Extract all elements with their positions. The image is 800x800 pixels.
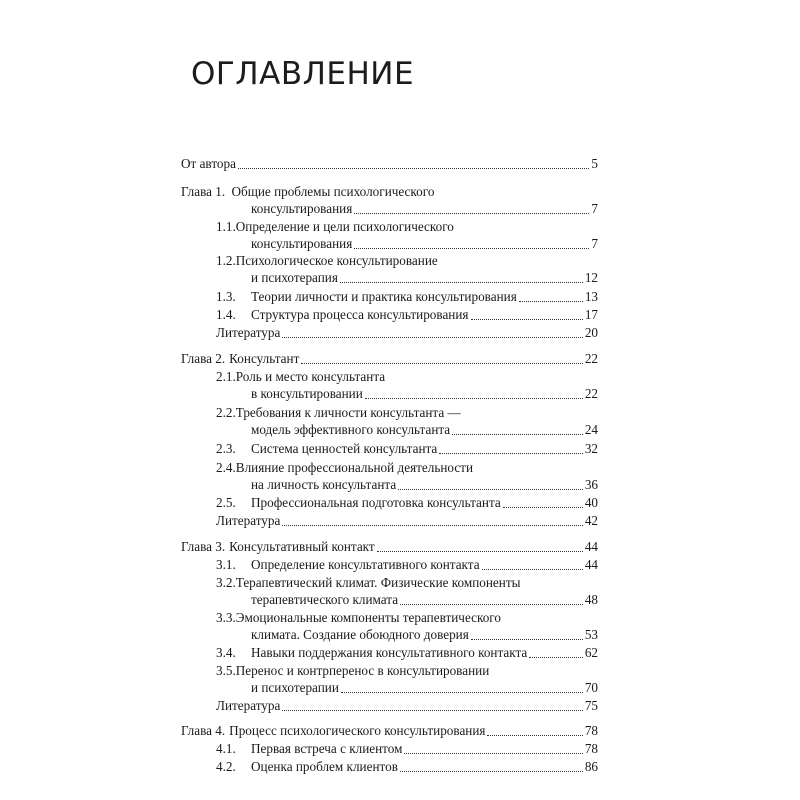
entry-label-line1: Эмоциональные компоненты терапевтического — [235, 610, 501, 625]
dot-leader — [519, 300, 583, 302]
toc-entry-3-5[interactable] — [216, 662, 489, 680]
toc-entry-ch1[interactable] — [181, 183, 434, 201]
entry-label: Процесс психологического консультирования — [229, 723, 486, 738]
toc-entry-2-4[interactable] — [216, 459, 473, 477]
entry-label: Литература — [216, 325, 281, 340]
toc-entry-2-1[interactable] — [216, 368, 385, 386]
page-number: 86 — [584, 759, 598, 774]
dot-leader — [439, 452, 583, 454]
page-number: 36 — [584, 477, 598, 492]
page-number: 42 — [584, 513, 598, 528]
toc-entry-3-1[interactable] — [216, 556, 598, 574]
dot-leader — [503, 506, 583, 508]
entry-label-line2: и психотерапии — [251, 680, 339, 695]
toc-entry-3-5-cont[interactable] — [251, 679, 598, 697]
entry-label-line2: в консультировании — [251, 386, 363, 401]
page-number: 44 — [584, 539, 598, 554]
page-number: 75 — [584, 698, 598, 713]
dot-leader — [238, 167, 589, 169]
entry-label: Теории личности и практика консультирования — [251, 289, 517, 304]
toc-entry-4-2[interactable] — [216, 758, 598, 776]
chapter-number: Глава 1. — [181, 184, 226, 199]
page-number: 22 — [584, 351, 598, 366]
section-number: 2.4. — [216, 460, 236, 475]
section-number: 3.1. — [216, 557, 236, 572]
section-number: 3.5. — [216, 663, 236, 678]
toc-entry-3-3-cont[interactable] — [251, 626, 598, 644]
toc-entry-2-2[interactable] — [216, 404, 461, 422]
section-number: 4.1. — [216, 741, 236, 756]
dot-leader — [282, 709, 582, 711]
dot-leader — [471, 318, 583, 320]
entry-label: Консультант — [229, 351, 300, 366]
chapter-number: Глава 2. — [181, 351, 226, 366]
toc-entry-2-4-cont[interactable] — [251, 476, 598, 494]
dot-leader — [282, 336, 582, 338]
entry-label-line1: Требования к личности консультанта — — [235, 405, 461, 420]
dot-leader — [404, 752, 582, 754]
page-number: 5 — [591, 156, 598, 171]
toc-entry-author[interactable] — [181, 155, 598, 173]
section-number: 4.2. — [216, 759, 236, 774]
page-number: 22 — [584, 386, 598, 401]
page-number: 48 — [584, 592, 598, 607]
dot-leader — [400, 603, 583, 605]
entry-label-line2: консультирования — [251, 201, 353, 216]
dot-leader — [529, 656, 583, 658]
section-number: 3.4. — [216, 645, 236, 660]
page-title: ОГЛАВЛЕНИЕ — [191, 56, 415, 92]
entry-label-line2: консультирования — [251, 236, 353, 251]
section-number: 1.1. — [216, 219, 236, 234]
dot-leader — [482, 568, 583, 570]
entry-label-line1: Психологическое консультирование — [235, 253, 438, 268]
entry-label-line1: Определение и цели психологического — [235, 219, 454, 234]
entry-label-line2: климата. Создание обоюдного доверия — [251, 627, 469, 642]
section-number: 2.5. — [216, 495, 236, 510]
dot-leader — [377, 550, 583, 552]
entry-label-line2: и психотерапия — [251, 270, 338, 285]
section-number: 2.1. — [216, 369, 236, 384]
entry-label: Литература — [216, 698, 281, 713]
entry-label-line2: на личность консультанта — [251, 477, 397, 492]
entry-label-line1: Общие проблемы психологического — [231, 184, 435, 199]
toc-entry-ch2[interactable] — [181, 350, 598, 368]
dot-leader — [301, 362, 582, 364]
page-number: 7 — [591, 236, 598, 251]
toc-entry-3-4[interactable] — [216, 644, 598, 662]
toc-entry-3-2-cont[interactable] — [251, 591, 598, 609]
page-number: 32 — [584, 441, 598, 456]
section-number: 1.2. — [216, 253, 236, 268]
entry-label-line2: терапевтического климата — [251, 592, 399, 607]
dot-leader — [341, 691, 583, 693]
toc-entry-literature-3[interactable] — [216, 697, 598, 715]
page-number: 53 — [584, 627, 598, 642]
page-number: 20 — [584, 325, 598, 340]
dot-leader — [340, 281, 583, 283]
toc-entry-1-1-cont[interactable] — [251, 235, 598, 253]
toc-entry-2-1-cont[interactable] — [251, 385, 598, 403]
toc-entry-ch3[interactable] — [181, 538, 598, 556]
entry-label: Навыки поддержания консультативного контакта — [251, 645, 528, 660]
page-number: 62 — [584, 645, 598, 660]
toc-entry-1-4[interactable] — [216, 306, 598, 324]
section-number: 1.3. — [216, 289, 236, 304]
entry-label: Определение консультативного контакта — [251, 557, 480, 572]
toc-entry-2-2-cont[interactable] — [251, 421, 598, 439]
page-number: 24 — [584, 422, 598, 437]
entry-label: Консультативный контакт — [229, 539, 375, 554]
dot-leader — [400, 770, 583, 772]
entry-label-line1: Перенос и контрперенос в консультировании — [235, 663, 490, 678]
chapter-number: Глава 4. — [181, 723, 226, 738]
toc-entry-4-1[interactable] — [216, 740, 598, 758]
toc-entry-ch1-cont[interactable] — [251, 200, 598, 218]
toc-entry-1-3[interactable] — [216, 288, 598, 306]
entry-label-line1: Влияние профессиональной деятельности — [235, 460, 473, 475]
dot-leader — [398, 488, 583, 490]
entry-label: Система ценностей консультанта — [251, 441, 438, 456]
toc-entry-literature-2[interactable] — [216, 512, 598, 530]
dot-leader — [365, 397, 583, 399]
dot-leader — [354, 247, 589, 249]
toc-entry-1-1[interactable] — [216, 218, 454, 236]
page-number: 17 — [584, 307, 598, 322]
page-number: 13 — [584, 289, 598, 304]
entry-label: От автора — [181, 156, 236, 171]
entry-label: Структура процесса консультирования — [251, 307, 469, 322]
chapter-number: Глава 3. — [181, 539, 226, 554]
page-number: 78 — [584, 723, 598, 738]
page-number: 70 — [584, 680, 598, 695]
dot-leader — [471, 638, 583, 640]
entry-label-line2: модель эффективного консультанта — [251, 422, 451, 437]
dot-leader — [452, 433, 583, 435]
toc-entry-1-2[interactable] — [216, 252, 438, 270]
dot-leader — [487, 734, 582, 736]
entry-label: Первая встреча с клиентом — [251, 741, 403, 756]
entry-label: Литература — [216, 513, 281, 528]
entry-label-line1: Терапевтический климат. Физические компоненты — [235, 575, 521, 590]
page-number: 40 — [584, 495, 598, 510]
dot-leader — [354, 212, 589, 214]
page-number: 12 — [584, 270, 598, 285]
section-number: 1.4. — [216, 307, 236, 322]
section-number: 3.2. — [216, 575, 236, 590]
page-number: 78 — [584, 741, 598, 756]
toc-entry-2-3[interactable] — [216, 440, 598, 458]
toc-entry-2-5[interactable] — [216, 494, 598, 512]
entry-label: Оценка проблем клиентов — [251, 759, 398, 774]
toc-entry-ch4[interactable] — [181, 722, 598, 740]
entry-label: Профессиональная подготовка консультанта — [251, 495, 501, 510]
entry-label-line1: Роль и место консультанта — [235, 369, 386, 384]
section-number: 2.2. — [216, 405, 236, 420]
toc-entry-literature-1[interactable] — [216, 324, 598, 342]
toc-entry-3-2[interactable] — [216, 574, 520, 592]
dot-leader — [282, 524, 582, 526]
section-number: 2.3. — [216, 441, 236, 456]
page-number: 7 — [591, 201, 598, 216]
section-number: 3.3. — [216, 610, 236, 625]
toc-entry-3-3[interactable] — [216, 609, 501, 627]
toc-entry-1-2-cont[interactable] — [251, 269, 598, 287]
page-number: 44 — [584, 557, 598, 572]
